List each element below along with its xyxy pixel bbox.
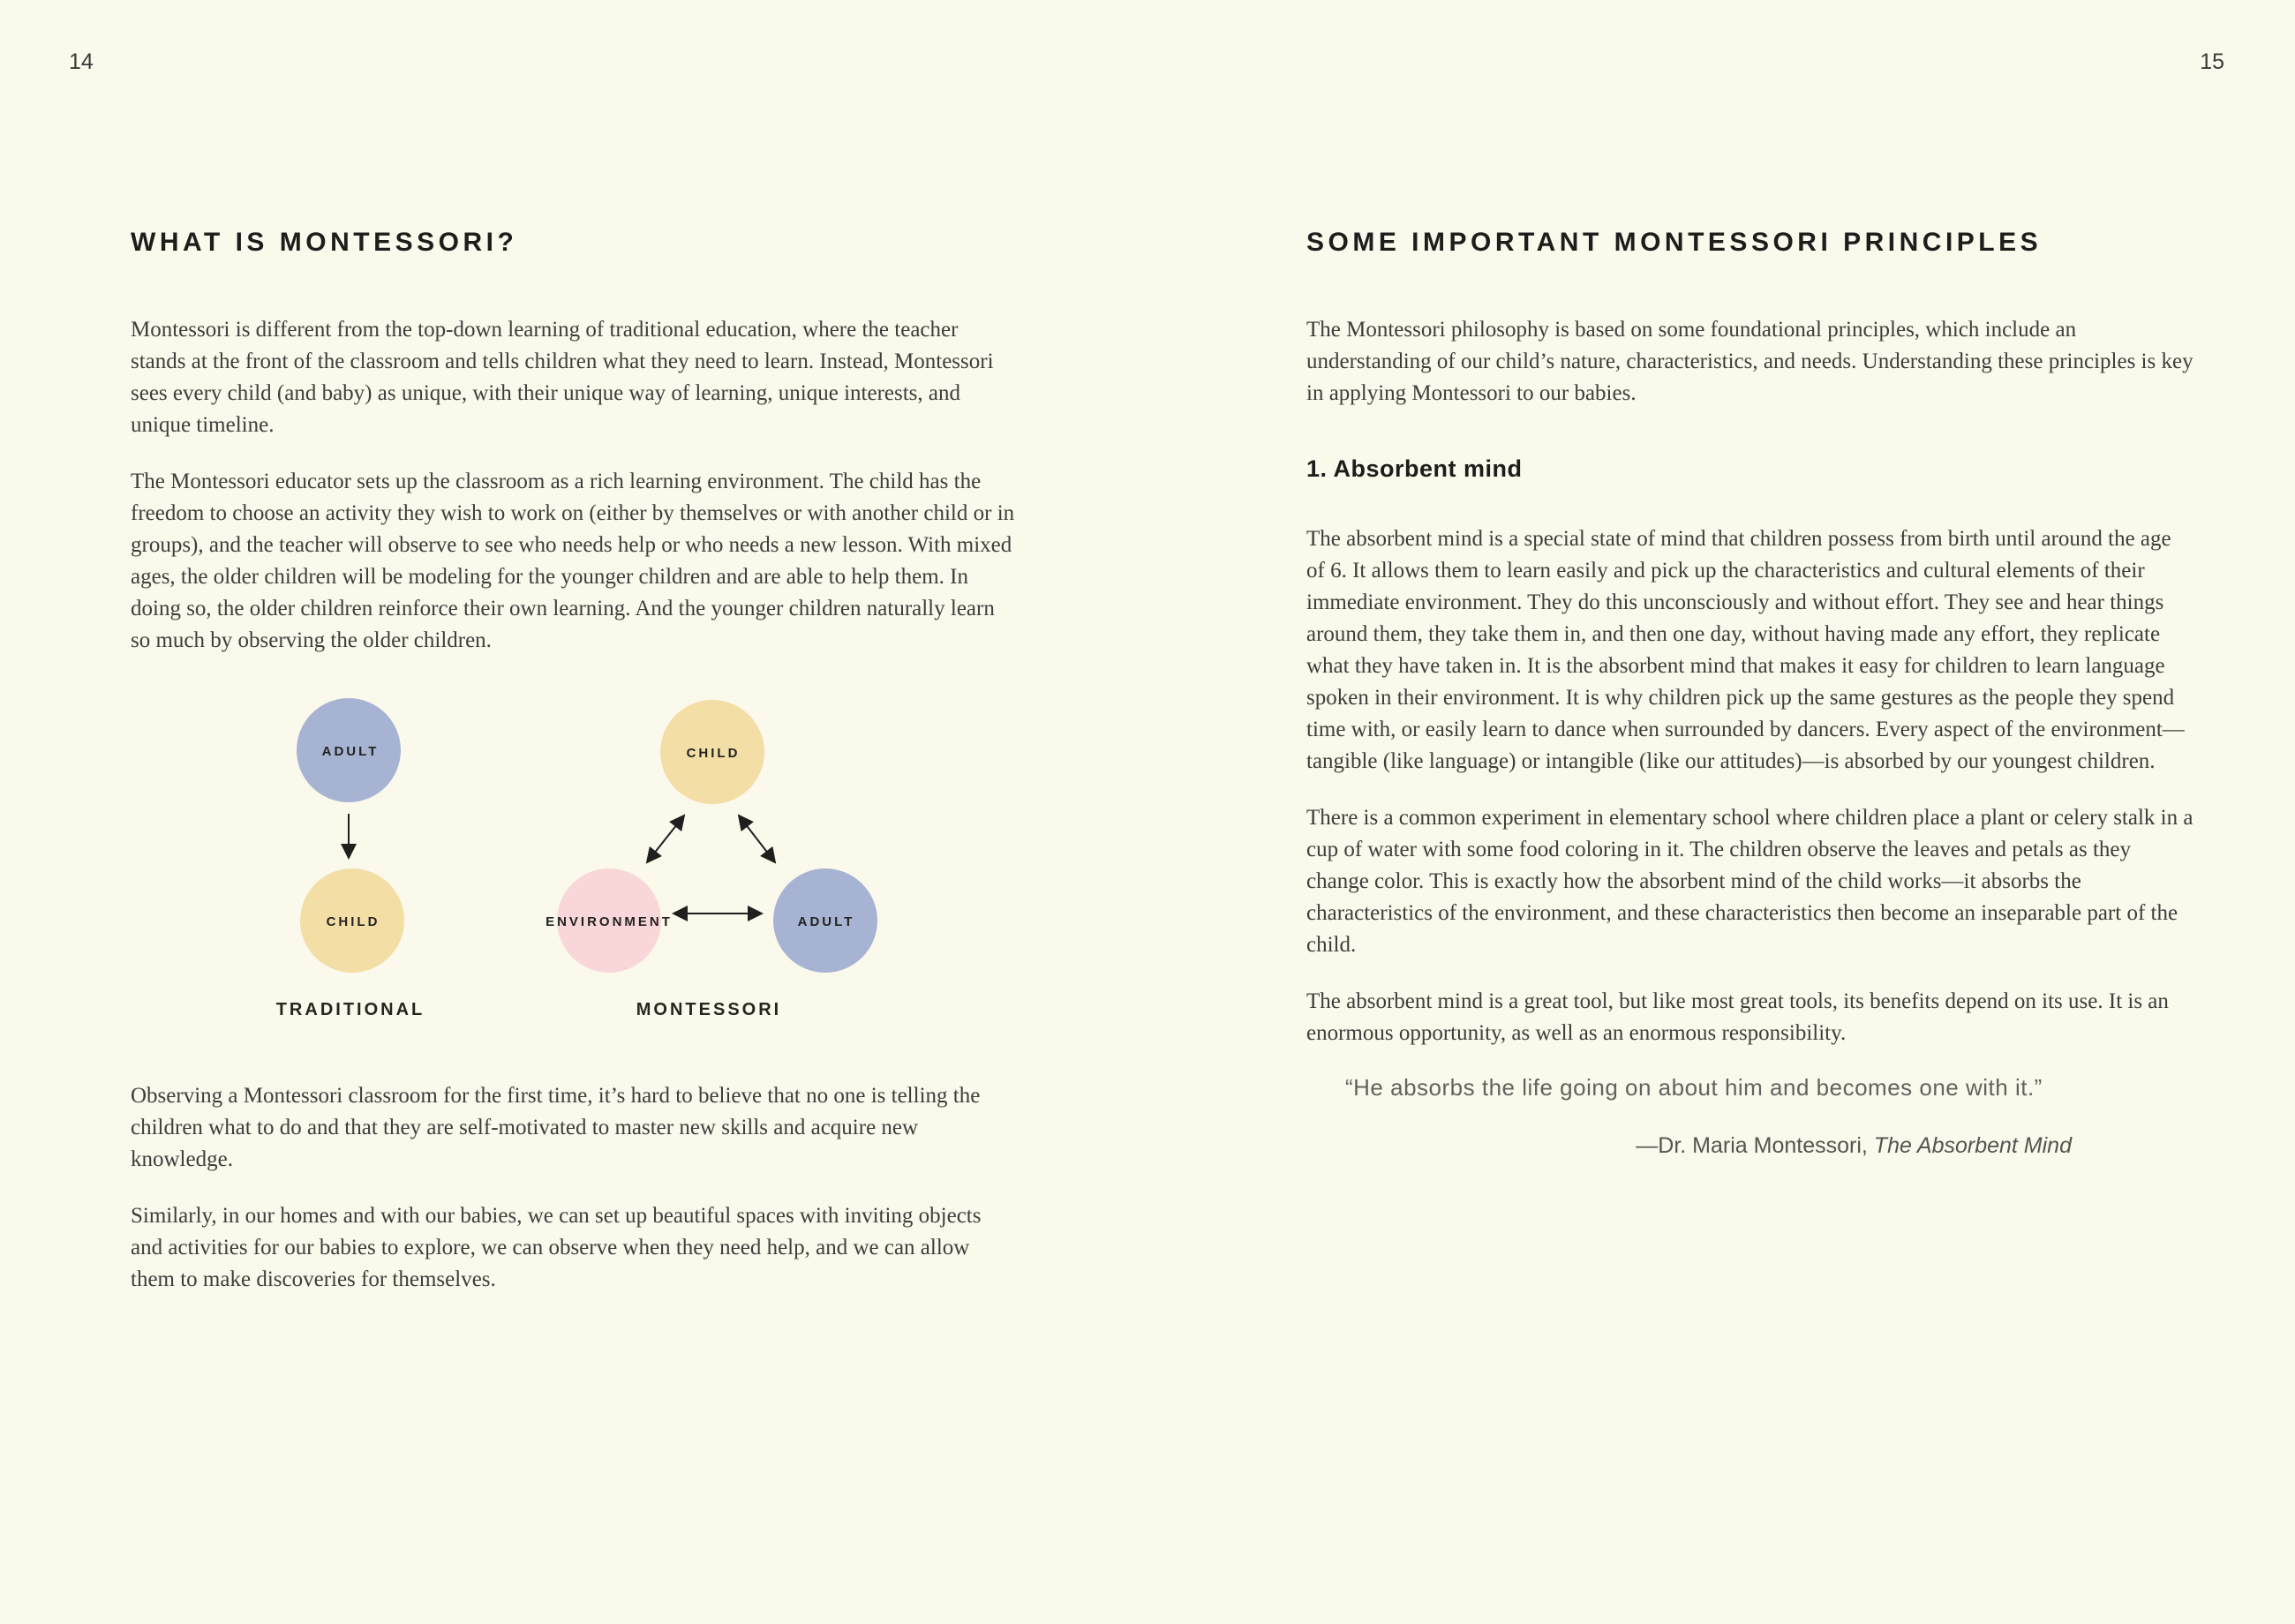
paragraph: The absorbent mind is a great tool, but like most great tools, its benefits depend on its use. It is an enormous opportunity, as well as an enormous responsibility. — [1306, 989, 2169, 1045]
paragraph: The absorbent mind is a special state of mind that children possess from birth until around the age of 6. It allows them to learn easily and pick up the characteristics and cultural elements of their immediate environment. They do this unconsciously and without effort. They see and hear things around them, they take them in, and then one day, without having made any effort, they replicate what they have taken in. It is the absorbent mind that makes it easy for children to learn language spoken in their environment. It is why children pick up the same gestures as the people they spend time with, or easily learn to dance when surrounded by dancers. Every aspect of the environment—tangible (like language) or intangible (like our attitudes)—is absorbed by our youngest children. — [1306, 527, 2185, 773]
traditional-caption: TRADITIONAL — [275, 1000, 425, 1019]
page-title-right: SOME IMPORTANT MONTESSORI PRINCIPLES — [1306, 228, 2043, 257]
page-title-left: WHAT IS MONTESSORI? — [131, 228, 518, 257]
adult-node-label: ADULT — [321, 744, 380, 759]
attribution-author: —Dr. Maria Montessori, — [1636, 1133, 1874, 1158]
diagram-svg — [247, 681, 936, 1034]
diagram-traditional — [276, 698, 425, 1019]
page-left-content — [131, 228, 1018, 1320]
paragraph: Montessori is different from the top-down learning of traditional education, where the teacher stands at the front of the classroom and tells children what they need to learn. Instead, Montessori sees every child (and baby) as unique, with their unique way of learning, unique interests, and unique timeline. — [131, 318, 994, 437]
attribution-book-title: The Absorbent Mind — [1873, 1133, 2072, 1158]
paragraph: Observing a Montessori classroom for the first time, it’s hard to believe that no one is telling the children what to do and that they are self-motivated to master new skills and acquire new knowledge. — [131, 1084, 981, 1171]
page-number-left: 14 — [69, 49, 94, 74]
diagram-montessori — [546, 700, 877, 1019]
child-adult-arrow-icon — [739, 816, 775, 862]
pull-quote: “He absorbs the life going on about him and becomes one with it.” — [1345, 1074, 2043, 1101]
paragraph: The Montessori philosophy is based on some foundational principles, which include an understanding of our child’s nature, characteristics, and needs. Understanding these principles is key in applying Montessori to our babies. — [1306, 318, 2193, 405]
child-environment-arrow-icon — [647, 816, 684, 862]
traditional-vs-montessori-diagram — [247, 681, 936, 1034]
paragraph: There is a common experiment in elementary school where children place a plant or celery stalk in a cup of water with some food coloring in it. The children observe the leaves and petals as they change color. This is exactly how the absorbent mind of the child works—it absorbs the characteristics of the environment, and these characteristics then become an inseparable part of the child. — [1306, 806, 2193, 957]
page-right-content — [1306, 228, 2193, 1159]
quote-attribution — [1306, 1133, 2193, 1159]
montessori-caption: MONTESSORI — [636, 1000, 782, 1019]
page-number-right: 15 — [2200, 49, 2224, 74]
paragraph: The Montessori educator sets up the classroom as a rich learning environment. The child has the freedom to choose an activity they wish to work on (either by themselves or with another child or in groups), and the teacher will observe to see who needs help or who needs a new lesson. With mixed ages, the older children will be modeling for the younger children and are able to help them. In doing so, the older children reinforce their own learning. And the younger children naturally learn so much by observing the older children. — [131, 470, 1015, 652]
subheading-absorbent-mind: 1. Absorbent mind — [1306, 455, 1523, 482]
child-node-label: CHILD — [686, 746, 741, 761]
paragraph: Similarly, in our homes and with our babies, we can set up beautiful spaces with inviting objects and activities for our babies to explore, we can observe when they need help, and we can allow them to make discoveries for themselves. — [131, 1204, 982, 1291]
child-node-label: CHILD — [326, 914, 380, 929]
environment-node-label: ENVIRONMENT — [546, 914, 673, 929]
adult-node-label: ADULT — [797, 914, 855, 929]
